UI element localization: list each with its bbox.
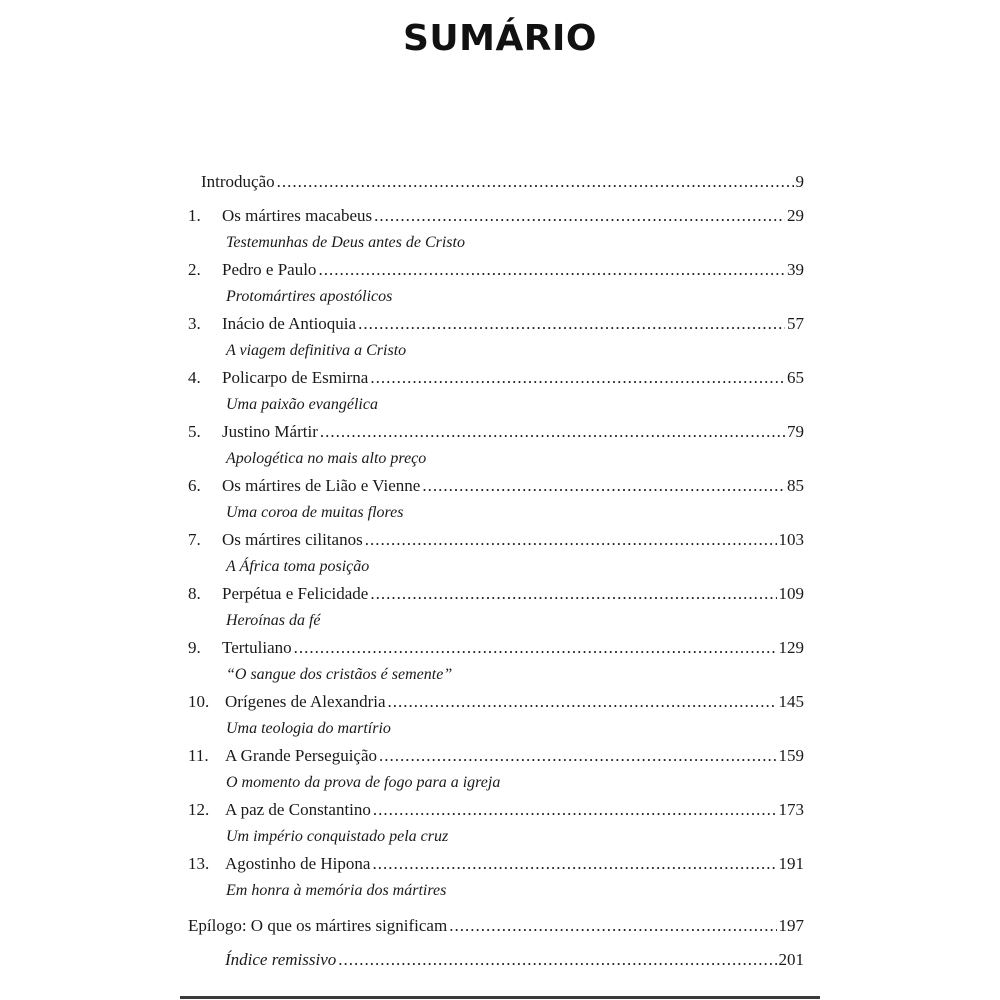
chapter-title: Os mártires macabeus — [222, 206, 373, 225]
toc-page-number: 109 — [778, 584, 804, 603]
toc-entry-label: Índice remissivo — [225, 950, 337, 969]
toc-entry-introduction[interactable] — [188, 172, 804, 202]
chapter-subtitle: Uma teologia do martírio — [226, 720, 391, 737]
chapter-subtitle: O momento da prova de fogo para a igreja — [226, 774, 501, 791]
toc-entry-label: Introdução — [201, 172, 275, 191]
toc-page-number: 29 — [787, 206, 804, 225]
chapter-subtitle: Protomártires apostólicos — [226, 288, 393, 305]
chapter-number: 3. — [188, 314, 201, 333]
chapter-title: A paz de Constantino — [225, 800, 371, 819]
toc-entry-chapter[interactable] — [188, 800, 804, 854]
chapter-number: 1. — [188, 206, 201, 225]
dot-leader — [372, 854, 776, 874]
toc-entry-chapter[interactable] — [188, 476, 804, 530]
chapter-subtitle: Apologética no mais alto preço — [226, 450, 427, 467]
chapter-number: 6. — [188, 476, 201, 495]
toc-page-number: 129 — [778, 638, 804, 657]
chapter-title: Policarpo de Esmirna — [222, 368, 369, 387]
chapter-number: 11. — [188, 746, 209, 765]
chapter-number: 2. — [188, 260, 201, 279]
toc-entry-chapter[interactable] — [188, 530, 804, 584]
toc-entry-chapter[interactable] — [188, 692, 804, 746]
toc-entry-chapter[interactable] — [188, 584, 804, 638]
chapter-title: Justino Mártir — [222, 422, 318, 441]
chapter-number: 4. — [188, 368, 201, 387]
chapter-number: 13. — [188, 854, 210, 873]
chapter-subtitle: Heroínas da fé — [226, 612, 321, 629]
chapter-number: 8. — [188, 584, 201, 603]
dot-leader — [422, 476, 785, 496]
dot-leader — [370, 584, 776, 604]
toc-entry-label: Epílogo: O que os mártires significam — [188, 916, 448, 935]
chapter-subtitle: Uma coroa de muitas flores — [226, 504, 404, 521]
chapter-title: Os mártires de Lião e Vienne — [222, 476, 421, 495]
toc-entry-epilogue[interactable] — [188, 916, 804, 950]
toc-entry-chapter[interactable] — [188, 746, 804, 800]
chapter-title: Perpétua e Felicidade — [222, 584, 369, 603]
chapter-subtitle: A África toma posição — [226, 558, 370, 575]
chapter-title: A Grande Perseguição — [225, 746, 378, 765]
chapter-number: 9. — [188, 638, 201, 657]
toc-page-number: 197 — [778, 916, 804, 935]
toc-page-number: 103 — [778, 530, 804, 549]
dot-leader — [373, 800, 777, 820]
dot-leader — [338, 950, 776, 970]
chapter-title: Os mártires cilitanos — [222, 530, 363, 549]
toc-page-number: 9 — [795, 172, 804, 191]
toc-page-number: 79 — [787, 422, 804, 441]
page-bottom-rule — [180, 996, 820, 999]
table-of-contents — [188, 172, 804, 980]
dot-leader — [294, 638, 777, 658]
dot-leader — [379, 746, 776, 766]
chapter-subtitle: A viagem definitiva a Cristo — [226, 342, 407, 359]
dot-leader — [318, 260, 785, 280]
dot-leader — [358, 314, 785, 334]
toc-page-number: 145 — [778, 692, 804, 711]
dot-leader — [320, 422, 785, 442]
toc-page-number: 159 — [778, 746, 804, 765]
toc-entry-chapter[interactable] — [188, 854, 804, 908]
toc-page-number: 201 — [778, 950, 804, 969]
dot-leader — [449, 916, 776, 936]
chapter-subtitle: Testemunhas de Deus antes de Cristo — [226, 234, 465, 251]
dot-leader — [277, 172, 794, 192]
chapter-title: Pedro e Paulo — [222, 260, 317, 279]
toc-entry-chapter[interactable] — [188, 368, 804, 422]
toc-entry-chapter[interactable] — [188, 314, 804, 368]
dot-leader — [388, 692, 777, 712]
chapter-number: 12. — [188, 800, 210, 819]
chapter-number: 7. — [188, 530, 201, 549]
toc-page-number: 191 — [778, 854, 804, 873]
chapter-number: 10. — [188, 692, 210, 711]
toc-entry-chapter[interactable] — [188, 206, 804, 260]
toc-entry-chapter[interactable] — [188, 422, 804, 476]
chapter-title: Inácio de Antioquia — [222, 314, 357, 333]
toc-page-number: 173 — [778, 800, 804, 819]
chapter-subtitle: Um império conquistado pela cruz — [226, 828, 449, 845]
chapter-title: Orígenes de Alexandria — [225, 692, 386, 711]
chapter-subtitle: Uma paixão evangélica — [226, 396, 378, 413]
dot-leader — [374, 206, 785, 226]
toc-entry-chapter[interactable] — [188, 638, 804, 692]
dot-leader — [370, 368, 785, 388]
chapter-number: 5. — [188, 422, 201, 441]
chapter-subtitle: Em honra à memória dos mártires — [226, 882, 447, 899]
chapter-title: Tertuliano — [222, 638, 292, 657]
toc-page-number: 57 — [787, 314, 804, 333]
toc-page-number: 65 — [787, 368, 804, 387]
chapter-title: Agostinho de Hipona — [225, 854, 371, 873]
chapter-subtitle: “O sangue dos cristãos é semente” — [226, 666, 453, 683]
toc-entry-chapter[interactable] — [188, 260, 804, 314]
toc-page-number: 39 — [787, 260, 804, 279]
page-title: SUMÁRIO — [402, 18, 598, 59]
dot-leader — [365, 530, 777, 550]
toc-page-number: 85 — [787, 476, 804, 495]
toc-entry-index[interactable] — [188, 950, 804, 980]
